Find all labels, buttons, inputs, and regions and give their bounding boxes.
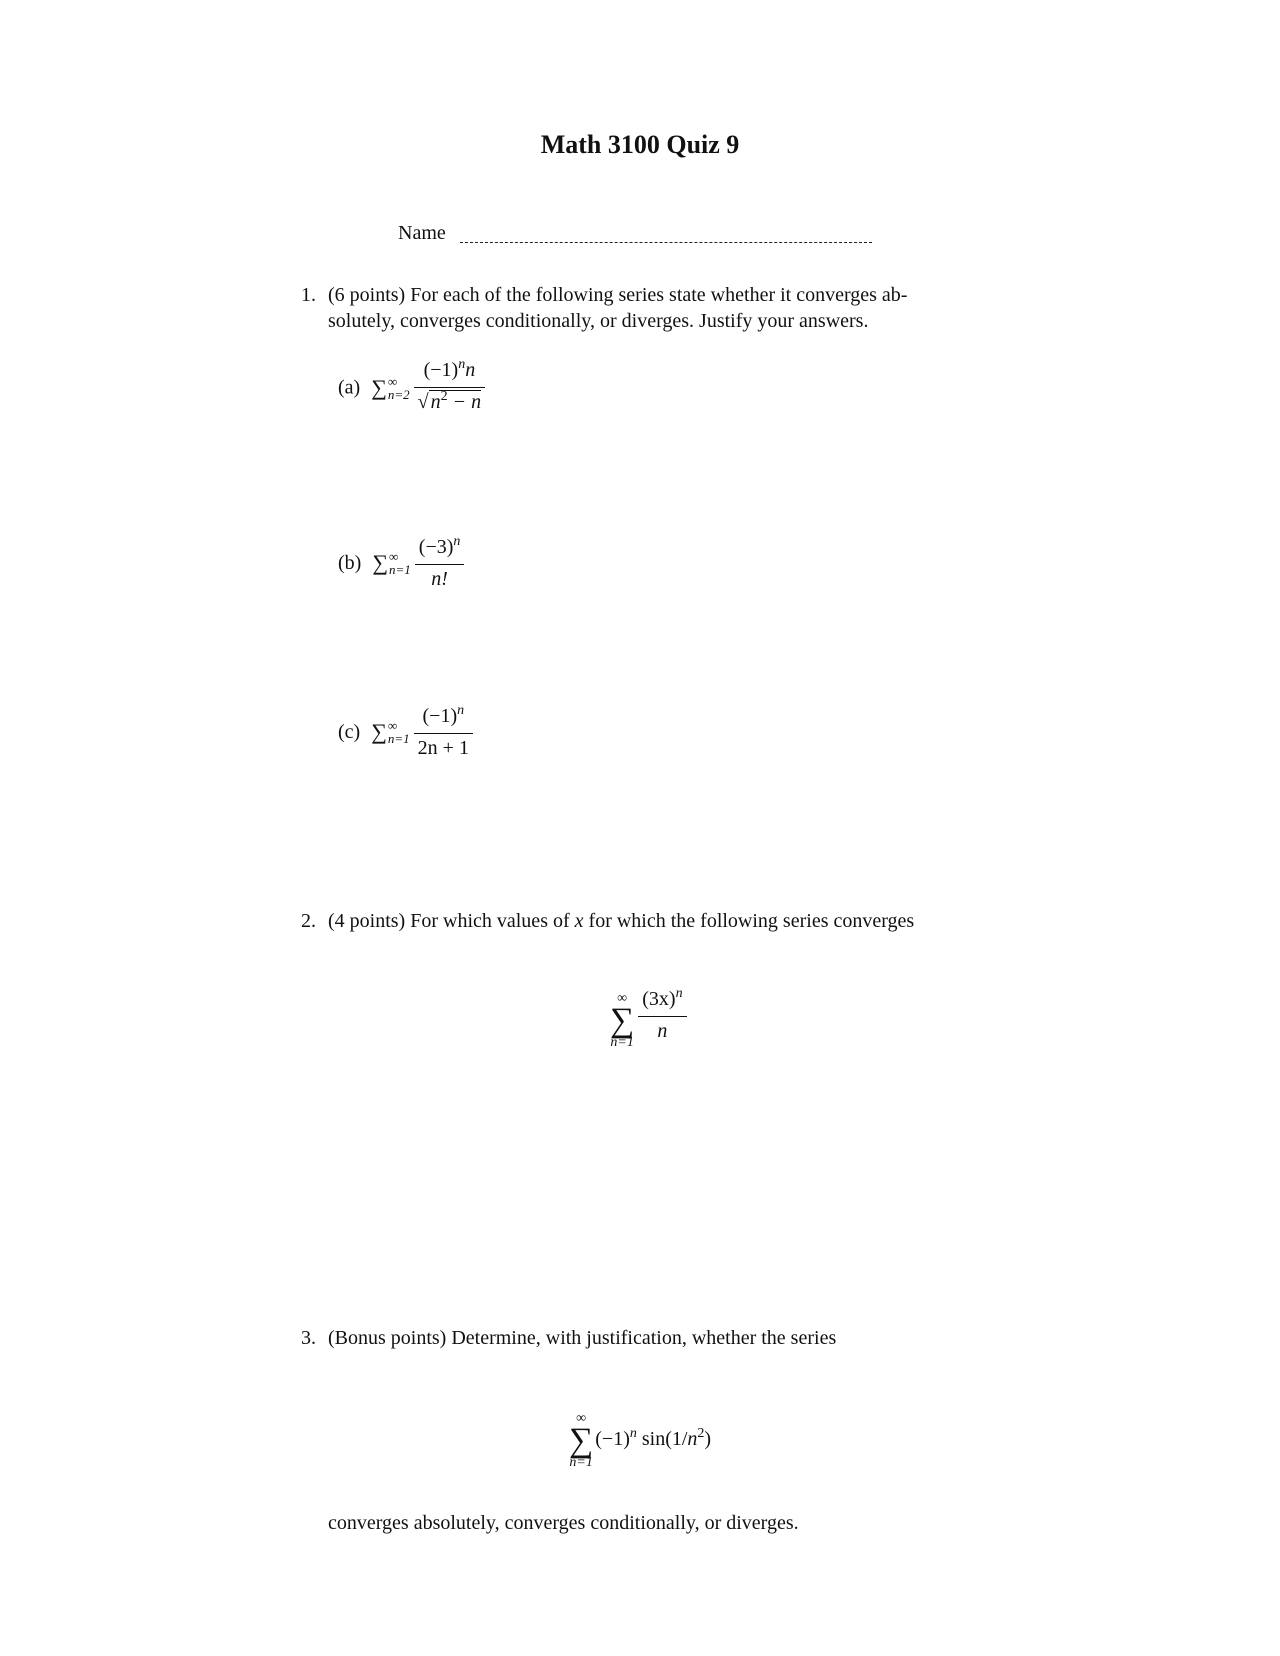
upper-limit: ∞ (617, 991, 628, 1006)
problem-2-number: 2. (301, 910, 316, 932)
lower-limit: n=1 (610, 1035, 634, 1050)
term-mid: sin(1/ (636, 1427, 688, 1450)
upper-limit: ∞ (387, 373, 398, 389)
problem-1-text-line1: (6 points) For each of the following series state whether it converges ab- (328, 284, 908, 306)
term-variable: n (687, 1427, 698, 1450)
fraction (638, 987, 686, 1043)
numerator-base: (3x) (642, 988, 676, 1010)
problem-3-number: 3. (301, 1327, 316, 1349)
numerator-base: (−1) (422, 705, 458, 727)
sigma-icon: ∑ (372, 550, 389, 575)
term-variable-exponent: 2 (697, 1425, 705, 1441)
numerator-base: (−1) (423, 359, 459, 381)
name-label: Name (398, 222, 446, 244)
upper-limit: ∞ (389, 549, 399, 564)
problem-1-text-line2: solutely, converges conditionally, or diverges. Justify your answers. (328, 310, 869, 332)
big-sum (569, 1412, 593, 1470)
lower-limit: n=1 (389, 562, 411, 577)
lower-limit: n=1 (569, 1455, 593, 1470)
radicand-base: n (430, 391, 441, 413)
sqrt-icon: √ (417, 391, 429, 413)
problem-1 (301, 282, 1000, 334)
problem-1c-series (371, 704, 473, 760)
radicand-tail: − n (447, 391, 482, 413)
lower-limit: n=1 (387, 731, 410, 746)
sigma-icon: ∑ (569, 1422, 594, 1459)
problem-1c-label: (c) (338, 721, 361, 743)
problem-3-text: (Bonus points) Determine, with justification, whether the series (328, 1327, 837, 1349)
numerator-exponent: n (458, 357, 466, 372)
problem-2-variable: x (574, 910, 584, 932)
upper-limit: ∞ (576, 1411, 587, 1426)
problem-2-series (610, 986, 687, 1050)
numerator-exponent: n (457, 703, 465, 718)
denominator: n (657, 1020, 668, 1042)
problem-1a-series (371, 358, 485, 417)
problem-2 (301, 908, 1028, 934)
upper-limit: ∞ (387, 718, 398, 733)
numerator-exponent: n (675, 986, 683, 1001)
problem-1b (338, 535, 464, 591)
lower-limit: n=2 (387, 386, 410, 402)
problem-3 (301, 1325, 1028, 1351)
denominator: n! (431, 568, 448, 590)
numerator-exponent: n (453, 534, 461, 549)
problem-1-number: 1. (301, 284, 316, 306)
name-blank-line[interactable] (460, 242, 872, 243)
big-sum (610, 992, 634, 1050)
problem-1b-label: (b) (338, 552, 362, 574)
radicand-exponent: 2 (440, 389, 448, 404)
sigma-icon: ∑ (371, 374, 387, 400)
problem-3-series (569, 1412, 711, 1470)
problem-1a (338, 358, 485, 417)
fraction (414, 358, 485, 417)
series-term (595, 1426, 711, 1455)
problem-1c (338, 704, 473, 760)
name-field-row (398, 222, 872, 245)
problem-1b-series (372, 535, 464, 591)
sigma-icon: ∑ (610, 1002, 635, 1039)
sigma-icon: ∑ (371, 719, 387, 744)
fraction (414, 704, 473, 760)
numerator-base: (−3) (418, 536, 454, 558)
problem-2-text-a: (4 points) For which values of (328, 910, 575, 932)
denominator: 2n + 1 (417, 737, 469, 759)
problem-3-tail: converges absolutely, converges conditionally, or diverges. (328, 1512, 799, 1534)
term-end: ) (704, 1427, 712, 1450)
term-base: (−1) (595, 1427, 630, 1450)
fraction (415, 535, 465, 591)
numerator-tail: n (465, 359, 476, 381)
term-exponent: n (629, 1425, 637, 1441)
page-title: Math 3100 Quiz 9 (540, 130, 740, 159)
problem-2-text-b: for which the following series converges (583, 910, 915, 932)
problem-1a-label: (a) (338, 376, 361, 399)
